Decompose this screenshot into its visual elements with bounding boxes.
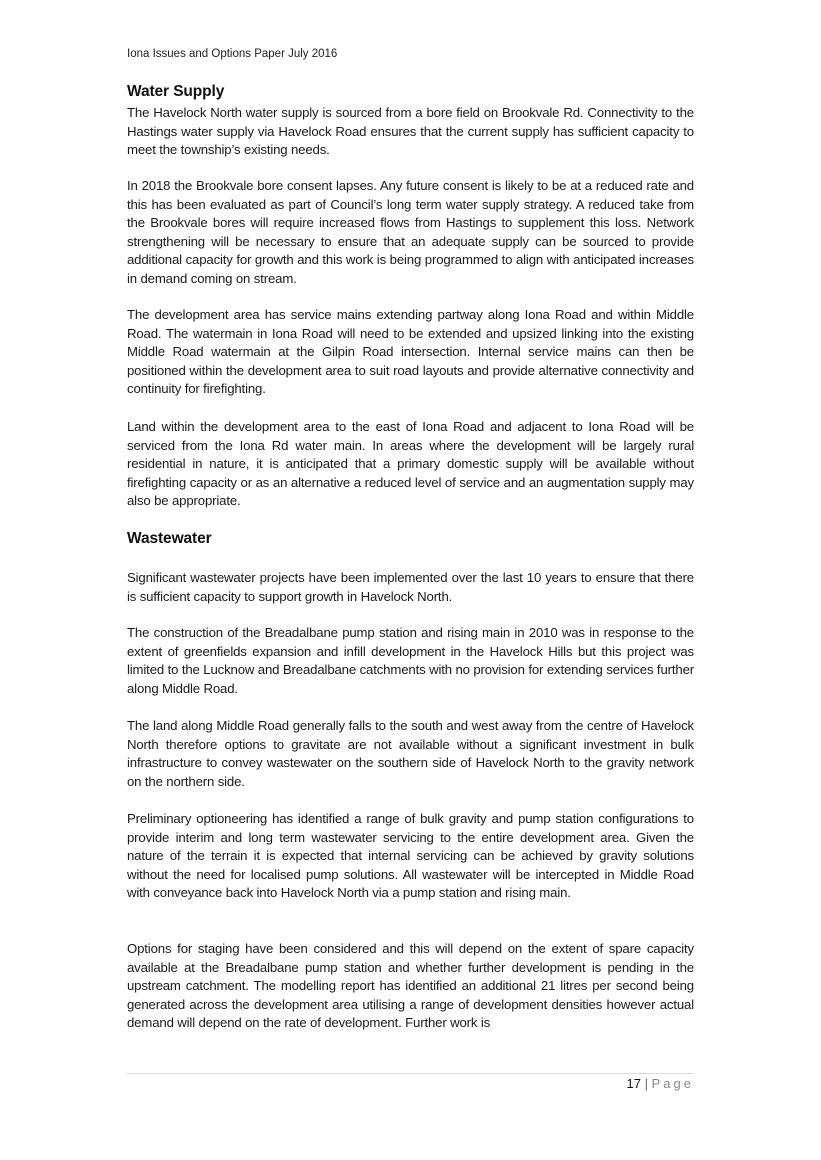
heading-water-supply: Water Supply [127,83,225,100]
running-header: Iona Issues and Options Paper July 2016 [127,48,338,60]
page-footer [627,1076,694,1091]
paragraph: Significant wastewater projects have been implemented over the last 10 years to ensure that there is sufficient capacity to support growth in Havelock North. [127,570,694,604]
page-number: 17 [626,1076,641,1091]
paragraph: The construction of the Breadalbane pump station and rising main in 2010 was in response to the extent of greenfields expansion and infill development in the Havelock Hills but this project was limited to the Lucknow and Breadalbane catchments with no provision for extending services further along Middle Road. [127,625,694,696]
paragraph: The land along Middle Road generally falls to the south and west away from the centre of Havelock North therefore options to gravitate are not available without a significant investment in bulk infrastructure to convey wastewater on the southern side of Havelock North to the gravity network on the northern side. [127,718,694,789]
paragraph: The development area has service mains extending partway along Iona Road and within Middle Road. The watermain in Iona Road will need to be extended and upsized linking into the existing Middle Road watermain at the Gilpin Road intersection. Internal service mains can then be positioned within the development area to suit road layouts and provide alternative connectivity and continuity for firefighting. [127,307,694,396]
paragraph: Preliminary optioneering has identified a range of bulk gravity and pump station configurations to provide interim and long term wastewater servicing to the entire development area. Given the nature of the terrain it is expected that internal servicing can be achieved by gravity solutions without the need for localised pump solutions. All wastewater will be intercepted in Middle Road with conveyance back into Havelock North via a pump station and rising main. [127,811,694,900]
page-label: Page [651,1076,694,1091]
footer-divider [127,1073,694,1074]
paragraph: The Havelock North water supply is sourced from a bore field on Brookvale Rd. Connectivity to the Hastings water supply via Havelock Road ensures that the current supply has sufficient capacity to meet the township’s existing needs. [127,105,694,157]
paragraph: In 2018 the Brookvale bore consent lapses. Any future consent is likely to be at a reduced rate and this has been evaluated as part of Council’s long term water supply strategy. A reduced take from the Brookvale bores will require increased flows from Hastings to supplement this loss. Network strengthening will be necessary to ensure that an adequate supply can be sourced to provide additional capacity for growth and this work is being programmed to align with anticipated increases in demand coming on stream. [127,178,694,286]
page-separator: | [644,1076,648,1091]
heading-wastewater: Wastewater [127,530,212,547]
paragraph: Land within the development area to the east of Iona Road and adjacent to Iona Road will be serviced from the Iona Rd water main. In areas where the development will be largely rural residential in nature, it is anticipated that a primary domestic supply will be available without firefighting capacity or as an alternative a reduced level of service and an augmentation supply may also be appropriate. [127,419,694,508]
paragraph: Options for staging have been considered and this will depend on the extent of spare capacity available at the Breadalbane pump station and whether further development is pending in the upstream catchment. The modelling report has identified an additional 21 litres per second being generated across the development area utilising a range of development densities however actual demand will depend on the rate of development. Further work is [127,941,694,1030]
